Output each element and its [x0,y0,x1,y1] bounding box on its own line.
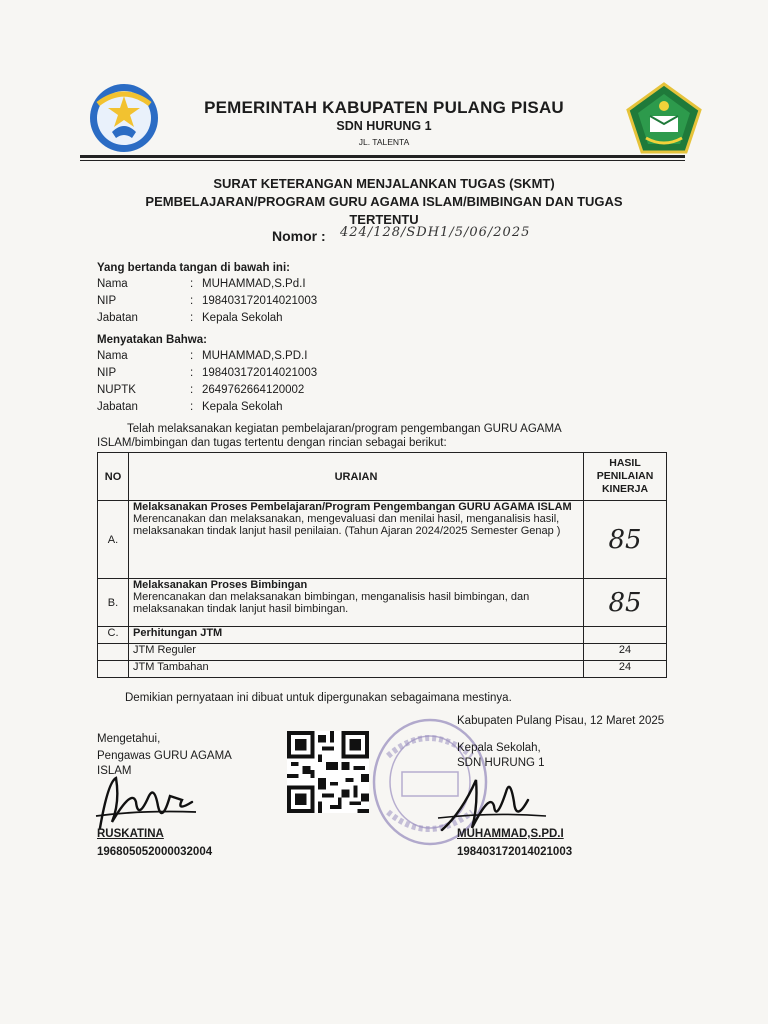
government-title: PEMERINTAH KABUPATEN PULANG PISAU [204,98,564,117]
table-row [98,579,667,627]
right-signer-nip: 198403172014021003 [457,846,573,858]
row-jtm-tambahan-label: JTM Tambahan [129,661,584,678]
letter-title-line-3: TERTENTU [349,212,419,227]
signer-heading: Yang bertanda tangan di bawah ini: [97,262,290,274]
header-hasil: HASIL PENILAIAN KINERJA [584,453,667,501]
intro-paragraph: Telah melaksanakan kegiatan pembelajaran/program pengembangan GURU AGAMA ISLAM/bimbingan dan tugas tertentu dengan rincian sebagai berikut: [97,423,562,449]
signer-nip-value: 198403172014021003 [202,295,318,307]
subject-heading: Menyatakan Bahwa: [97,334,207,346]
subject-name-value: MUHAMMAD,S.PD.I [202,350,308,362]
nomor-value-handwritten: 424/128/SDH1/5/06/2025 [340,225,531,240]
subject-nip-label: NIP [97,367,117,379]
left-acknowledge: Mengetahui, [97,733,161,745]
row-jtm-reguler-value: 24 [584,644,667,661]
qr-code-icon [287,731,369,813]
nomor-label: Nomor : [272,228,326,244]
signer-position-value: Kepala Sekolah [202,312,283,324]
header-rule-thick [80,155,685,158]
left-signer-name: RUSKATINA [97,828,164,840]
subject-position-label: Jabatan [97,401,138,413]
activity-table [97,452,667,678]
row-jtm-reguler-label: JTM Reguler [129,644,584,661]
header-uraian: URAIAN [129,453,584,501]
signer-name-value: MUHAMMAD,S.Pd.I [202,278,306,290]
signer-position-label: Jabatan [97,312,138,324]
row-c-no: C. [98,627,129,644]
row-jtm-tambahan-value: 24 [584,661,667,678]
right-role-line-1: Kepala Sekolah, [457,742,541,754]
row-a-content [129,501,584,579]
left-signer-nip: 196805052000032004 [97,846,213,858]
row-a-title: Melaksanakan Proses Pembelajaran/Program Pengembangan GURU AGAMA ISLAM [133,501,572,513]
colon: : [190,278,194,290]
subject-name-label: Nama [97,350,128,362]
signer-name-label: Nama [97,278,128,290]
table-row [98,644,667,661]
header-no: NO [98,453,129,501]
subject-nuptk-value: 2649762664120002 [202,384,305,396]
colon: : [190,367,194,379]
place-date: Kabupaten Pulang Pisau, 12 Maret 2025 [457,715,665,727]
colon: : [190,312,194,324]
row-jtm-tambahan-no [98,661,129,678]
left-signature-icon [92,772,202,834]
colon: : [190,350,194,362]
letter-title-line-1: SURAT KETERANGAN MENJALANKAN TUGAS (SKMT) [213,176,555,191]
subject-nip-value: 198403172014021003 [202,367,318,379]
header-rule-thin [80,160,685,161]
row-c-title: Perhitungan JTM [129,627,584,644]
colon: : [190,384,194,396]
row-c-score [584,627,667,644]
left-role: Pengawas GURU AGAMA ISLAM [97,750,232,777]
row-a-desc: Merencanakan dan melaksanakan, mengevaluasi dan menilai hasil, menganalisis hasil, melaksanakan tindak lanjut hasil penilaian. (Tahun Ajaran 2024/2025 Semester Genap ) [133,513,561,537]
closing-statement: Demikian pernyataan ini dibuat untuk dipergunakan sebagaimana mestinya. [125,692,512,704]
colon: : [190,295,194,307]
table-row [98,501,667,579]
row-b-content [129,579,584,627]
colon: : [190,401,194,413]
signer-nip-label: NIP [97,295,117,307]
table-row [98,661,667,678]
row-b-title: Melaksanakan Proses Bimbingan [133,579,308,591]
row-b-score: 85 [584,579,667,627]
subject-position-value: Kepala Sekolah [202,401,283,413]
row-b-no: B. [98,579,129,627]
row-b-desc: Merencanakan dan melaksanakan bimbingan, menganalisis hasil bimbingan, dan melaksanakan tindak lanjut hasil bimbingan. [133,591,530,615]
school-address: JL. TALENTA [358,137,410,147]
right-signer-name: MUHAMMAD,S.PD.I [457,828,564,840]
table-row [98,627,667,644]
row-a-score: 85 [584,501,667,579]
school-name: SDN HURUNG 1 [336,119,432,133]
letter-title-line-2: PEMBELAJARAN/PROGRAM GURU AGAMA ISLAM/BIMBINGAN DAN TUGAS [145,194,623,209]
subject-nuptk-label: NUPTK [97,384,136,396]
right-role-line-2: SDN HURUNG 1 [457,757,545,769]
row-jtm-reguler-no [98,644,129,661]
row-a-no: A. [98,501,129,579]
right-role [457,741,597,771]
